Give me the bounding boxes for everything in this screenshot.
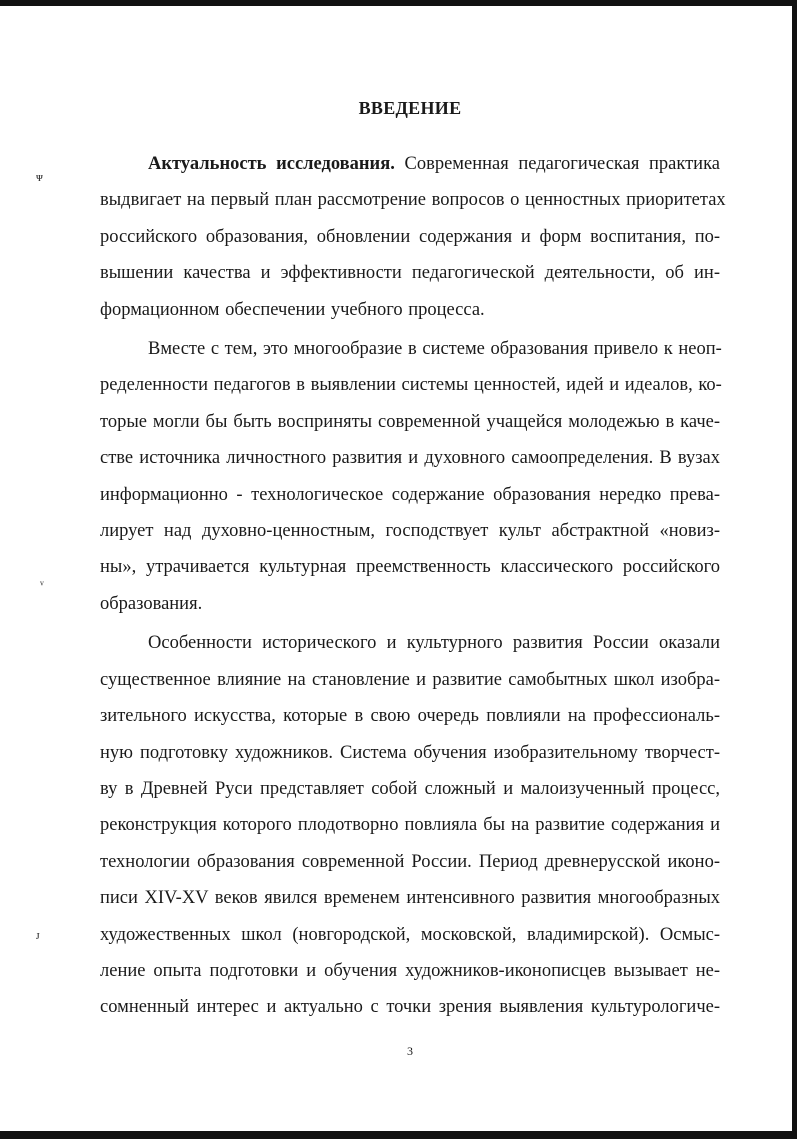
text-line: информационно - технологическое содержание образования нередко прева- xyxy=(100,484,720,505)
text-line: ление опыта подготовки и обучения художников-иконописцев вызывает не- xyxy=(100,960,720,981)
text-fragment: Современная педагогическая практика xyxy=(394,154,721,174)
text-line: Особенности исторического и культурного развития России оказали xyxy=(148,633,720,654)
text-line: ву в Древней Руси представляет собой сложный и малоизученный процесс, xyxy=(100,778,720,799)
scan-mark: ᵛ xyxy=(40,577,44,592)
page-number: 3 xyxy=(407,1044,413,1058)
scan-edge-bottom xyxy=(0,1131,797,1139)
text-line: выдвигает на первый план рассмотрение вопросов о ценностных приоритетах xyxy=(100,190,726,211)
body-text xyxy=(100,146,726,1026)
text-line: вышении качества и эффективности педагогической деятельности, об ин- xyxy=(100,263,720,284)
text-line: лирует над духовно-ценностным, господствует культ абстрактной «новиз- xyxy=(100,521,720,542)
page-title: ВВЕДЕНИЕ xyxy=(358,98,462,118)
text-line: торые могли бы быть восприняты современной учащейся молодежью в каче- xyxy=(100,411,720,432)
paragraph-relevance xyxy=(100,146,726,328)
scan-edge-right xyxy=(792,0,797,1139)
paragraph-history xyxy=(100,625,720,1025)
paragraph-lead: Актуальность исследования. xyxy=(148,154,395,174)
text-line: зительного искусства, которые в свою очередь повлияли на профессиональ- xyxy=(100,706,720,727)
text-line: писи XIV-XV веков явился временем интенсивного развития многообразных xyxy=(100,888,720,909)
scan-edge-top xyxy=(0,0,797,6)
text-line: ределенности педагогов в выявлении системы ценностей, идей и идеалов, ко- xyxy=(100,375,722,396)
paragraph-diversity xyxy=(100,331,720,622)
text-line: ны», утрачивается культурная преемственность классического российского xyxy=(100,557,720,578)
scan-mark: ᴪ xyxy=(36,169,43,184)
text-line: Вместе с тем, это многообразие в системе образования привело к неоп- xyxy=(148,339,722,360)
text-line: сомненный интерес и актуально с точки зрения выявления культурологиче- xyxy=(100,997,720,1018)
text-line: реконструкция которого плодотворно повлияла бы на развитие содержания и xyxy=(100,815,720,836)
text-line: стве источника личностного развития и духовного самоопределения. В вузах xyxy=(100,448,720,469)
scan-mark: ᴊ xyxy=(36,927,40,942)
text-line: образования. xyxy=(100,593,203,614)
text-line: формационном обеспечении учебного процесса. xyxy=(100,299,485,320)
text-line: ную подготовку художников. Система обучения изобразительному творчест- xyxy=(100,742,720,763)
text-line: российского образования, обновлении содержания и форм воспитания, по- xyxy=(100,226,720,247)
text-line: художественных школ (новгородской, московской, владимирской). Осмыс- xyxy=(100,924,720,945)
text-line: существенное влияние на становление и развитие самобытных школ изобра- xyxy=(100,669,720,690)
text-line: технологии образования современной России. Период древнерусской иконо- xyxy=(100,851,720,872)
text-line xyxy=(100,146,720,182)
